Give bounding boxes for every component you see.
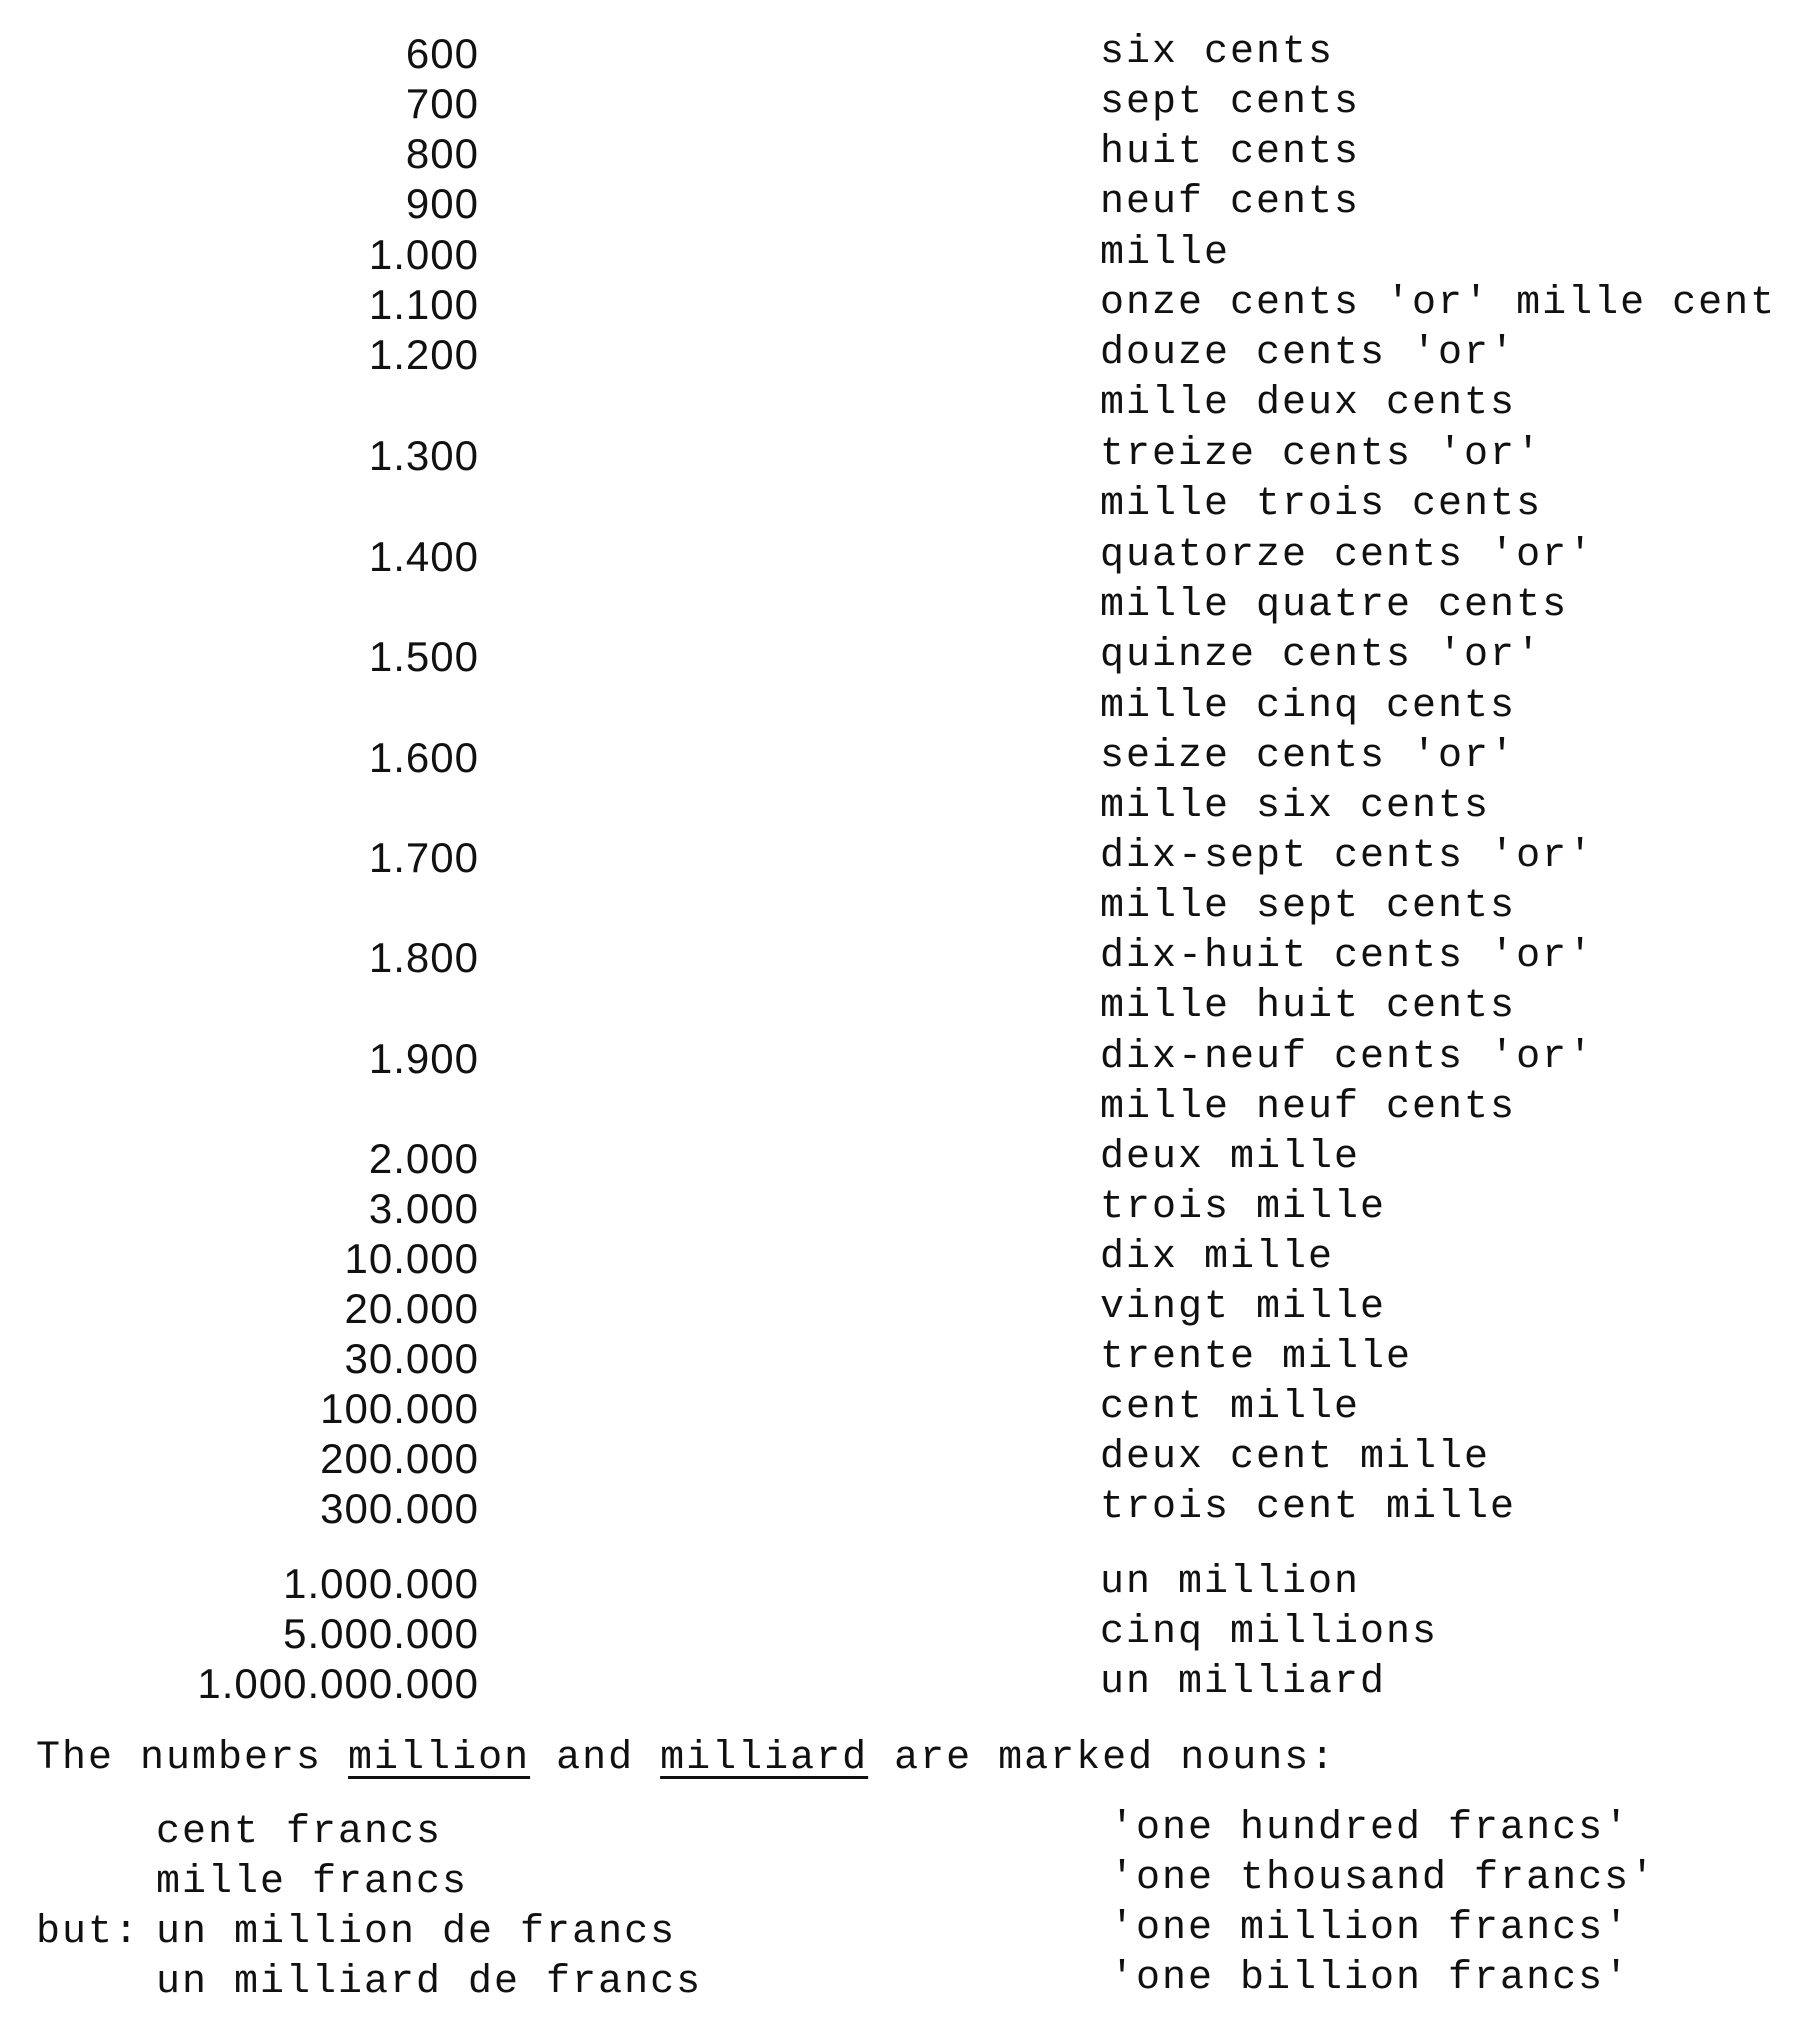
- number-words: neuf cents: [1100, 180, 1361, 225]
- number-words-alt: mille six cents: [1100, 784, 1491, 829]
- number-words: deux cent mille: [1100, 1435, 1491, 1480]
- number-figure: 1.000.000: [283, 1560, 479, 1607]
- number-words: un million: [1100, 1560, 1361, 1605]
- number-figure: 900: [405, 180, 479, 227]
- number-words-alt: mille cinq cents: [1100, 684, 1517, 729]
- table-row: [0, 1235, 1797, 1285]
- underlined-word-milliard: milliard: [660, 1736, 869, 1781]
- example-english: 'one billion francs': [1110, 1956, 1631, 2001]
- table-row: [0, 1185, 1797, 1235]
- table-row: [0, 834, 1797, 929]
- number-words: dix-neuf cents 'or': [1100, 1035, 1595, 1080]
- number-words: dix-sept cents 'or': [1100, 834, 1595, 879]
- number-figure: 1.100: [368, 281, 479, 328]
- number-figure: 1.900: [368, 1035, 479, 1082]
- table-row: [0, 1610, 1797, 1660]
- number-figure: 1.400: [368, 533, 479, 580]
- number-words: trente mille: [1100, 1335, 1413, 1380]
- number-words: cent mille: [1100, 1385, 1361, 1430]
- number-figure: 1.300: [368, 432, 479, 479]
- number-words: trois mille: [1100, 1185, 1387, 1230]
- number-figure: 1.800: [368, 934, 479, 981]
- number-figure: 10.000: [344, 1235, 479, 1282]
- number-words: douze cents 'or': [1100, 331, 1517, 376]
- table-row: [0, 1435, 1797, 1485]
- table-row: [0, 1335, 1797, 1385]
- example-english: 'one thousand francs': [1110, 1856, 1657, 1901]
- table-row: [0, 1135, 1797, 1185]
- table-row: [0, 1035, 1797, 1130]
- number-figure: 1.200: [368, 331, 479, 378]
- table-row: [0, 633, 1797, 729]
- number-figure: 1.000.000.000: [197, 1660, 479, 1707]
- table-row: [0, 1560, 1797, 1610]
- table-row: [0, 30, 1797, 80]
- table-row: [0, 281, 1797, 331]
- example-french: un million de francs: [156, 1910, 677, 1955]
- number-words: treize cents 'or': [1100, 432, 1543, 477]
- table-row: [0, 1385, 1797, 1435]
- number-words: cinq millions: [1100, 1610, 1439, 1655]
- table-row: [0, 180, 1797, 230]
- table-row: [0, 934, 1797, 1029]
- number-figure: 5.000.000: [283, 1610, 479, 1657]
- number-words-alt: mille trois cents: [1100, 482, 1543, 527]
- table-row: [0, 331, 1797, 426]
- number-words: quatorze cents 'or': [1100, 533, 1595, 578]
- table-row: [0, 130, 1797, 180]
- example-english: 'one million francs': [1110, 1906, 1631, 1951]
- table-row: [0, 1485, 1797, 1535]
- number-figure: 100.000: [320, 1385, 479, 1432]
- table-row: [0, 80, 1797, 130]
- number-words: seize cents 'or': [1100, 734, 1517, 779]
- number-figure: 20.000: [344, 1285, 479, 1332]
- number-words: trois cent mille: [1100, 1485, 1517, 1530]
- note-text-middle: and: [530, 1736, 661, 1781]
- table-row: [0, 432, 1797, 527]
- number-words-alt: mille quatre cents: [1100, 583, 1569, 628]
- underlined-word-million: million: [348, 1736, 531, 1781]
- table-row: [0, 1660, 1797, 1710]
- number-figure: 2.000: [368, 1135, 479, 1182]
- number-words: six cents: [1100, 30, 1335, 75]
- number-figure: 1.700: [368, 834, 479, 881]
- number-figure: 1.000: [368, 231, 479, 278]
- example-english: 'one hundred francs': [1110, 1806, 1631, 1851]
- number-figure: 3.000: [368, 1185, 479, 1232]
- but-label: but:: [36, 1910, 141, 1955]
- table-row: [0, 231, 1797, 281]
- example-french: un milliard de francs: [156, 1960, 703, 2005]
- number-words-alt: mille deux cents: [1100, 381, 1517, 426]
- note-sentence: [36, 1736, 1336, 1781]
- number-figure: 1.600: [368, 734, 479, 781]
- number-words: mille: [1100, 231, 1231, 276]
- number-words: un milliard: [1100, 1660, 1387, 1705]
- number-words-alt: mille neuf cents: [1100, 1085, 1517, 1130]
- table-row: [0, 734, 1797, 829]
- number-words: dix-huit cents 'or': [1100, 934, 1595, 979]
- example-french: mille francs: [156, 1860, 469, 1905]
- number-words: huit cents: [1100, 130, 1361, 175]
- number-words: sept cents: [1100, 80, 1361, 125]
- number-words: onze cents 'or' mille cent: [1100, 281, 1777, 326]
- number-words: quinze cents 'or': [1100, 633, 1543, 678]
- number-words: deux mille: [1100, 1135, 1361, 1180]
- number-figure: 700: [405, 80, 479, 127]
- table-row: [0, 1285, 1797, 1335]
- number-words: vingt mille: [1100, 1285, 1387, 1330]
- number-figure: 30.000: [344, 1335, 479, 1382]
- number-words: dix mille: [1100, 1235, 1335, 1280]
- number-figure: 200.000: [320, 1435, 479, 1482]
- number-figure: 800: [405, 130, 479, 177]
- table-row: [0, 533, 1797, 628]
- number-figure: 600: [405, 30, 479, 77]
- number-figure: 300.000: [320, 1485, 479, 1532]
- number-figure: 1.500: [368, 633, 479, 680]
- number-words-alt: mille sept cents: [1100, 884, 1517, 929]
- note-text-before: The numbers: [36, 1736, 349, 1781]
- number-words-alt: mille huit cents: [1100, 984, 1517, 1029]
- example-french: cent francs: [156, 1810, 443, 1855]
- note-text-after: are marked nouns:: [868, 1736, 1337, 1781]
